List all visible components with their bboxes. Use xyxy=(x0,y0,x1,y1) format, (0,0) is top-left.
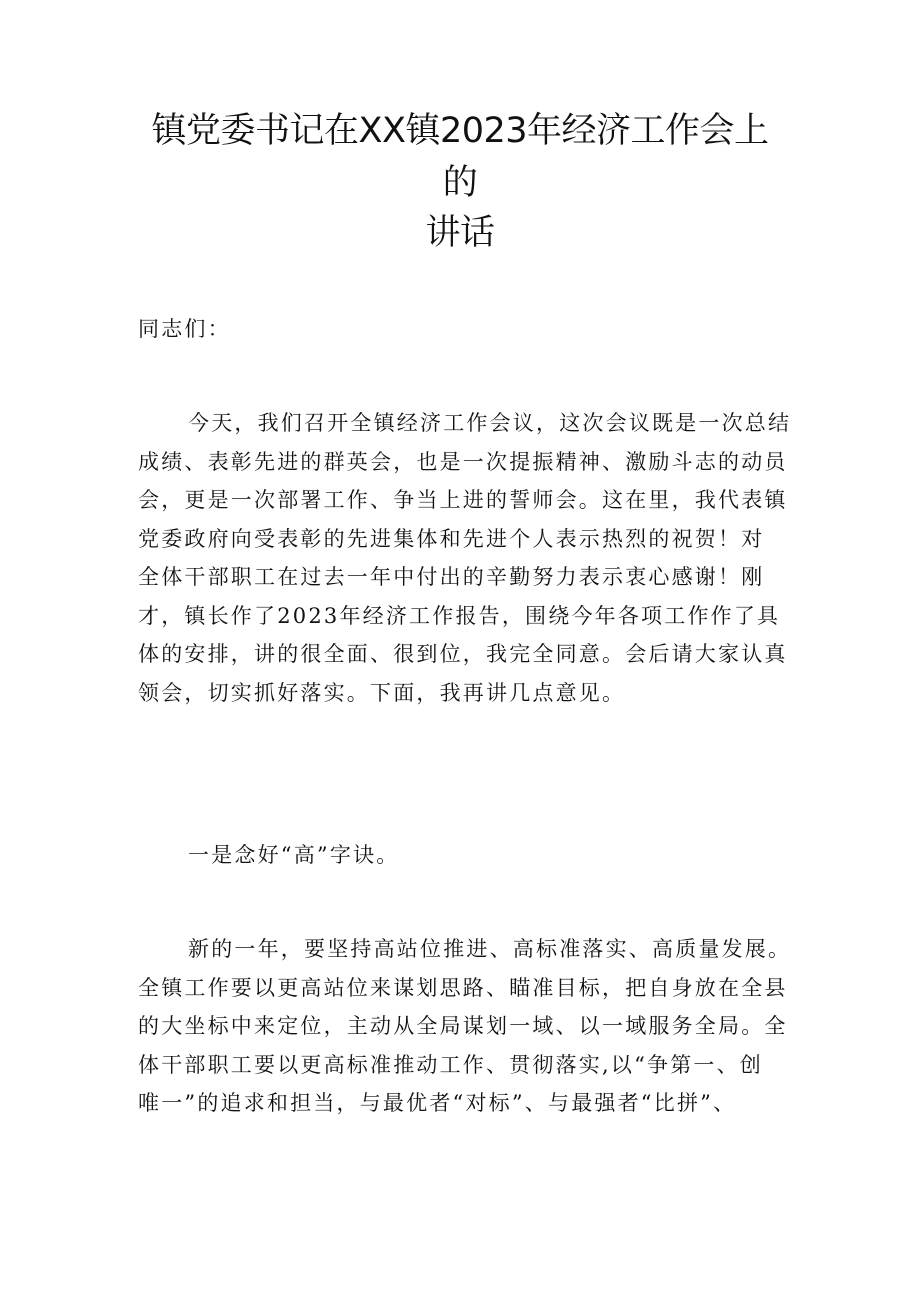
paragraph-line: 新的一年，要坚持高站位推进、高标准落实、高质量发展。 xyxy=(188,937,792,961)
document-title-line-1: 镇党委书记在XX镇2023年经济工作会上 xyxy=(151,111,769,151)
paragraph-line: 的大坐标中来定位，主动从全局谋划一域、以一域服务全局。全 xyxy=(138,1014,788,1038)
paragraph-line: 体干部职工要以更高标准推动工作、贯彻落实,以“争第一、创 xyxy=(138,1052,764,1077)
paragraph-line: 成绩、表彰先进的群英会，也是一次提振精神、激励斗志的动员 xyxy=(138,449,788,474)
document-title-line-3: 讲话 xyxy=(425,213,495,253)
section-heading-1: 一是念好“高”字诀。 xyxy=(188,843,400,867)
paragraph-line: 党委政府向受表彰的先进集体和先进个人表示热烈的祝贺！对 xyxy=(138,526,765,551)
paragraph-line: 会，更是一次部署工作、争当上进的誓师会。这在里，我代表镇 xyxy=(138,488,788,512)
salutation: 同志们： xyxy=(138,317,231,341)
paragraph-line: 今天，我们召开全镇经济工作会议，这次会议既是一次总结 xyxy=(188,411,792,435)
paragraph-line: 体的安排，讲的很全面、很到位，我完全同意。会后请大家认真 xyxy=(138,642,788,666)
paragraph-line: 才，镇长作了2023年经济工作报告，围绕今年各项工作作了具 xyxy=(138,603,781,628)
paragraph-line: 全镇工作要以更高站位来谋划思路、瞄准目标，把自身放在全县 xyxy=(138,975,788,1000)
paragraph-line: 唯一”的追求和担当，与最优者“对标”、与最强者“比拼”、 xyxy=(138,1091,737,1115)
paragraph-line: 全体干部职工在过去一年中付出的辛勤努力表示衷心感谢！刚 xyxy=(138,565,765,589)
paragraph-line: 领会，切实抓好落实。下面，我再讲几点意见。 xyxy=(138,680,626,705)
document-title-line-2: 的 xyxy=(442,163,478,203)
paragraph-1 xyxy=(138,404,800,712)
paragraph-2 xyxy=(138,930,800,1123)
